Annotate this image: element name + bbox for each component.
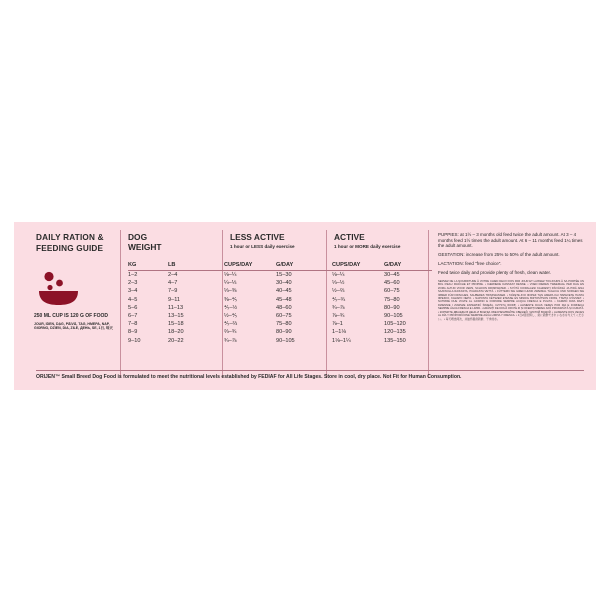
page-title-line1: DAILY RATION & bbox=[36, 233, 104, 242]
table-cell: 18–20 bbox=[168, 329, 184, 336]
table-cell: 3–4 bbox=[128, 288, 138, 295]
table-cell: 80–90 bbox=[384, 304, 400, 311]
active-title: ACTIVE bbox=[334, 232, 365, 242]
col-head-lessactive-gday: G/DAY bbox=[276, 262, 332, 271]
page-title-line2: FEEDING GUIDE bbox=[36, 244, 104, 253]
dog-weight-header bbox=[128, 232, 216, 252]
table-cell: 15–30 bbox=[276, 272, 292, 279]
table-cell: 13–15 bbox=[168, 313, 184, 320]
active-subtitle: 1 hour or MORE daily exercise bbox=[334, 244, 401, 249]
col-head-kg: KG bbox=[128, 262, 168, 271]
table-cell: 45–48 bbox=[276, 296, 292, 303]
note-lactation: LACTATION: feed "free choice". bbox=[438, 261, 502, 267]
table-cell: ⅘–¾ bbox=[332, 296, 346, 303]
table-cell: 30–45 bbox=[384, 272, 400, 279]
table-header-row bbox=[128, 262, 432, 271]
table-cell: 45–60 bbox=[384, 280, 400, 287]
guide-title-block bbox=[36, 232, 120, 260]
table-cell: 60–75 bbox=[384, 288, 400, 295]
dog-weight-header-line1: DOG bbox=[128, 232, 148, 242]
cup-conversion-multilingual: JOUR, IDEN, DAG, PÄIVÄ, TAG, HMEPA, NAP, GIORNO, DZIEŃ, DIA, ZILE, ДЕНЬ, SE, 1日, 每天 bbox=[34, 321, 113, 331]
note-multilingual: SERVEZ DE LA NOURRITURE À VOTRE CHIEN DEUX FOIS PAR JOUR ET LAISSEZ TOUJOURS À SA PORTÉE UN BOL D'EAU FRAÎCHE ET PROPRE. • KÆRNEDE DANSKAT DENNE. • VOED DIEREN TWEEMAAL PER DAG EN ZORG ALTIJD VOOR VERS, SCHOON DRINKWATER. • SYÖTÄ KOIRALLESI KAHDESTI PÄIVÄSSÄ JA PIDÄ AINA SAATAVILLA RAIKASTA, PUHDASTA VETTÄ. • FÜTTERN SIE IHREN HUND ZWEIMAL TÄGLICH UND SORGEN SIE IMMER FÜR FRISCHES, SAUBERES TRINKWASSER. • ΤΑΪΖΕΤΕ ΔΥΟ ΦΟΡΕΣ ΤΗΝ ΗΜΕΡΑ ΚΑΙ ΠΑΡΕΧΕΤΕ ΠΑΝΤΑ ΦΡΕΣΚΟ, ΚΑΘΑΡΟ ΝΕΡΟ. • NAPONTA KÉTSZER ETESSE ÉS MINDIG BIZTOSÍTSON FRISS, TISZTA IVÓVIZET. • NUTRIRE DUE VOLTE AL GIORNO E FORNIRE SEMPRE ACQUA FRESCA E PULITA. • KARMIĆ DWA RAZY DZIENNIE I ZAWSZE ZAPEWNIĆ ŚWIEŻĄ, CZYSTĄ WODĘ. • ALIMENTE DUAS VEZES POR DIA E FORNEÇA SEMPRE ÁGUA FRESCA E LIMPA. • HRĂNIȚI DE DOUĂ ORI PE ZI ȘI OFERIȚI MEREU APĂ PROASPĂTĂ ȘI CURATĂ. • КОРМИТЕ ДВАЖДЫ В ДЕНЬ И ВСЕГДА ОБЕСПЕЧИВАЙТЕ СВЕЖЕЙ, ЧИСТОЙ ВОДОЙ. • ALIMENTE DOS VECES AL DÍA Y PROPORCIONE SIEMPRE AGUA LIMPIA Y FRESCA. • 1日2回給餌し、常に新鮮できれいな水を与えてください。 • 每天喂食两次，并始终提供新鲜、干净的水。 bbox=[438, 279, 584, 321]
table-row bbox=[128, 296, 432, 304]
table-cell: ⅘–½ bbox=[224, 304, 238, 311]
feeding-table-wrap bbox=[128, 262, 432, 345]
cup-conversion-text: 250 ML CUP IS 120 G OF FOOD bbox=[34, 313, 109, 319]
table-row bbox=[128, 328, 432, 336]
col-head-active-cups: CUPS/DAY bbox=[332, 262, 384, 271]
table-cell: 1⅛–1¼ bbox=[332, 337, 351, 344]
cup-conversion-note bbox=[34, 314, 120, 331]
table-cell: 80–90 bbox=[276, 329, 292, 336]
less-active-title: LESS ACTIVE bbox=[230, 232, 285, 242]
table-cell: 90–105 bbox=[384, 313, 403, 320]
table-cell: 105–120 bbox=[384, 321, 406, 328]
table-cell: ⅓–½ bbox=[332, 280, 345, 287]
feeding-notes bbox=[438, 232, 584, 321]
less-active-header bbox=[230, 232, 324, 250]
table-cell: 6–7 bbox=[128, 313, 138, 320]
table-cell: ⅓–⅜ bbox=[224, 288, 237, 295]
table-cell: ⅔–¾ bbox=[224, 329, 237, 336]
table-cell: 20–22 bbox=[168, 337, 184, 344]
table-cell: ⅞–¾ bbox=[332, 313, 345, 320]
page-title bbox=[36, 232, 120, 254]
table-row bbox=[128, 304, 432, 312]
footer-divider bbox=[36, 370, 584, 371]
table-cell: ⅛–¼ bbox=[224, 272, 237, 279]
feeding-table bbox=[128, 262, 432, 345]
col-head-lb: LB bbox=[168, 262, 224, 271]
dog-bowl-icon bbox=[38, 270, 90, 306]
table-cell: ¾–⅞ bbox=[332, 304, 345, 311]
table-cell: 8–9 bbox=[128, 329, 138, 336]
table-cell: 9–10 bbox=[128, 337, 141, 344]
table-cell: 9–11 bbox=[168, 296, 181, 303]
table-cell: 2–3 bbox=[128, 280, 138, 287]
table-cell: ½–⅔ bbox=[332, 288, 345, 295]
note-water: Feed twice daily and provide plenty of fresh, clean water. bbox=[438, 270, 552, 276]
table-row bbox=[128, 337, 432, 345]
table-cell: 1–1⅛ bbox=[332, 329, 346, 336]
dog-weight-header-line2: WEIGHT bbox=[128, 242, 162, 252]
table-cell: 60–75 bbox=[276, 313, 292, 320]
table-cell: 4–5 bbox=[128, 296, 138, 303]
less-active-subtitle: 1 hour or LESS daily exercise bbox=[230, 244, 295, 249]
table-cell: 11–13 bbox=[168, 304, 184, 311]
feeding-guide-panel bbox=[14, 222, 596, 390]
table-cell: ¼–⅓ bbox=[224, 280, 237, 287]
note-gestation: GESTATION: increase from 25% to 50% of the adult amount. bbox=[438, 252, 560, 258]
table-cell: 40–45 bbox=[276, 288, 292, 295]
col-head-active-gday: G/DAY bbox=[384, 262, 432, 271]
table-row bbox=[128, 279, 432, 287]
table-cell: 75–80 bbox=[276, 321, 292, 328]
table-cell: 7–8 bbox=[128, 321, 138, 328]
table-cell: ⅘–⅔ bbox=[224, 321, 238, 328]
table-cell: ⅜–⅘ bbox=[224, 296, 238, 303]
table-row bbox=[128, 320, 432, 328]
table-cell: 90–105 bbox=[276, 337, 295, 344]
table-row bbox=[128, 287, 432, 295]
divider-left bbox=[120, 230, 121, 378]
table-cell: 2–4 bbox=[168, 272, 178, 279]
table-cell: 75–80 bbox=[384, 296, 400, 303]
active-header bbox=[334, 232, 426, 250]
table-cell: ⅞–1 bbox=[332, 321, 343, 328]
table-cell: 30–40 bbox=[276, 280, 292, 287]
table-cell: ½–⅘ bbox=[224, 313, 238, 320]
table-cell: ⅛–¼ bbox=[332, 272, 345, 279]
table-cell: 15–18 bbox=[168, 321, 184, 328]
table-cell: ¾–⅞ bbox=[224, 337, 237, 344]
table-cell: 7–9 bbox=[168, 288, 178, 295]
table-cell: 5–6 bbox=[128, 304, 138, 311]
table-row bbox=[128, 312, 432, 320]
table-cell: 1–2 bbox=[128, 272, 138, 279]
table-cell: 120–135 bbox=[384, 329, 406, 336]
table-cell: 4–7 bbox=[168, 280, 178, 287]
table-cell: 135–150 bbox=[384, 337, 406, 344]
table-cell: 48–60 bbox=[276, 304, 292, 311]
col-head-lessactive-cups: CUPS/DAY bbox=[224, 262, 276, 271]
note-puppies: PUPPIES: at 1½ – 3 months old feed twice the adult amount. At 3 – 4 months feed 1½ times the adult amount. At 6 – 11 months feed 1¼ times the adult amount. bbox=[438, 232, 583, 249]
footer-statement: ORIJEN™ Small Breed Dog Food is formulated to meet the nutritional levels established by FEDIAF for All Life Stages. Store in cool, dry place. Not Fit for Human Consumption. bbox=[36, 374, 462, 380]
table-row bbox=[128, 271, 432, 280]
